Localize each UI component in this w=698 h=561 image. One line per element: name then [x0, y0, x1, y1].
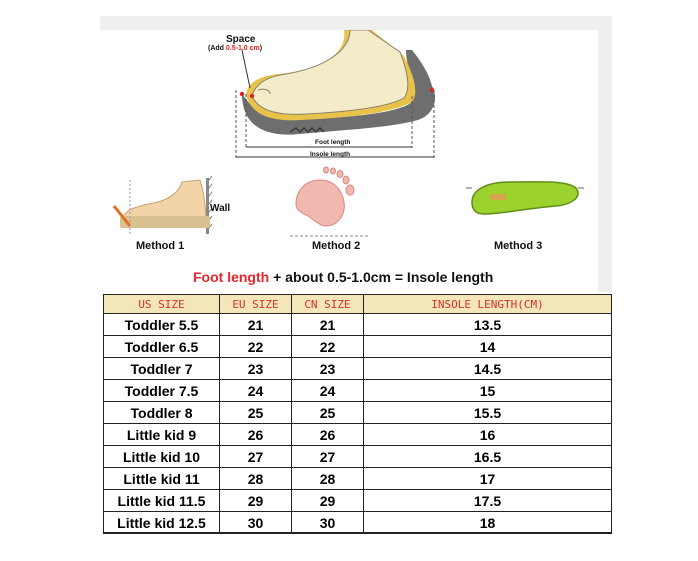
us-size-cell: Little kid 11: [104, 468, 220, 490]
us-size-cell: Toddler 7: [104, 358, 220, 380]
cn-size-cell: 23: [292, 358, 364, 380]
table-row: [104, 314, 612, 336]
eu-size-cell: 26: [220, 424, 292, 446]
space-add-suffix: ): [259, 45, 263, 52]
shoe-cross-section-illustration: [100, 30, 612, 292]
insole-length-cell: 13.5: [364, 314, 612, 336]
table-row: [104, 468, 612, 490]
eu-size-cell: 30: [220, 512, 292, 534]
eu-size-cell: 23: [220, 358, 292, 380]
us-size-cell: Little kid 11.5: [104, 490, 220, 512]
us-size-cell: Toddler 6.5: [104, 336, 220, 358]
header-us-size: US SIZE: [104, 295, 220, 314]
cn-size-cell: 22: [292, 336, 364, 358]
us-size-cell: Toddler 5.5: [104, 314, 220, 336]
size-chart-table: [103, 294, 612, 534]
us-size-cell: Toddler 8: [104, 402, 220, 424]
space-add-prefix: (Add: [208, 45, 226, 52]
cn-size-cell: 27: [292, 446, 364, 468]
insole-length-cell: 16: [364, 424, 612, 446]
measurement-guide: [100, 30, 612, 292]
table-row: [104, 424, 612, 446]
table-row: [104, 380, 612, 402]
table-header-row: [104, 295, 612, 314]
cn-size-cell: 24: [292, 380, 364, 402]
header-cn-size: CN SIZE: [292, 295, 364, 314]
top-gray-bar: [100, 16, 612, 30]
wall-label: Wall: [210, 203, 231, 214]
insole-length-cell: 15.5: [364, 402, 612, 424]
table-row: [104, 490, 612, 512]
cn-size-cell: 29: [292, 490, 364, 512]
cn-size-cell: 21: [292, 314, 364, 336]
insole-length-label: Insole length: [310, 151, 351, 158]
cn-size-cell: 25: [292, 402, 364, 424]
eu-size-cell: 24: [220, 380, 292, 402]
eu-size-cell: 21: [220, 314, 292, 336]
table-row: [104, 446, 612, 468]
table-bottom-border: [103, 532, 611, 534]
space-label: Space: [226, 34, 256, 45]
space-add-label: [208, 45, 262, 52]
cn-size-cell: 28: [292, 468, 364, 490]
method-3-label: Method 3: [494, 240, 543, 252]
header-insole-length: INSOLE LENGTH(CM): [364, 295, 612, 314]
eu-size-cell: 25: [220, 402, 292, 424]
table-row: [104, 358, 612, 380]
space-add-value: 0.5-1.0 cm: [225, 45, 260, 52]
eu-size-cell: 28: [220, 468, 292, 490]
eu-size-cell: 27: [220, 446, 292, 468]
us-size-cell: Little kid 10: [104, 446, 220, 468]
eu-size-cell: 22: [220, 336, 292, 358]
table-row: [104, 336, 612, 358]
formula-foot-length: Foot length: [193, 269, 270, 285]
cn-size-cell: 26: [292, 424, 364, 446]
insole-length-cell: 18: [364, 512, 612, 534]
insole-length-cell: 16.5: [364, 446, 612, 468]
eu-size-cell: 29: [220, 490, 292, 512]
insole-length-cell: 14: [364, 336, 612, 358]
foot-length-label: Foot length: [315, 139, 351, 146]
insole-length-cell: 14.5: [364, 358, 612, 380]
us-size-cell: Little kid 12.5: [104, 512, 220, 534]
formula-rest: + about 0.5-1.0cm = Insole length: [269, 269, 494, 285]
insole-length-cell: 17.5: [364, 490, 612, 512]
method-2-label: Method 2: [312, 240, 361, 252]
insole-length-cell: 15: [364, 380, 612, 402]
method-1-label: Method 1: [136, 240, 185, 252]
insole-length-cell: 17: [364, 468, 612, 490]
table-row: [104, 512, 612, 534]
us-size-cell: Toddler 7.5: [104, 380, 220, 402]
formula-caption: [193, 269, 493, 285]
us-size-cell: Little kid 9: [104, 424, 220, 446]
table-row: [104, 402, 612, 424]
header-eu-size: EU SIZE: [220, 295, 292, 314]
cn-size-cell: 30: [292, 512, 364, 534]
